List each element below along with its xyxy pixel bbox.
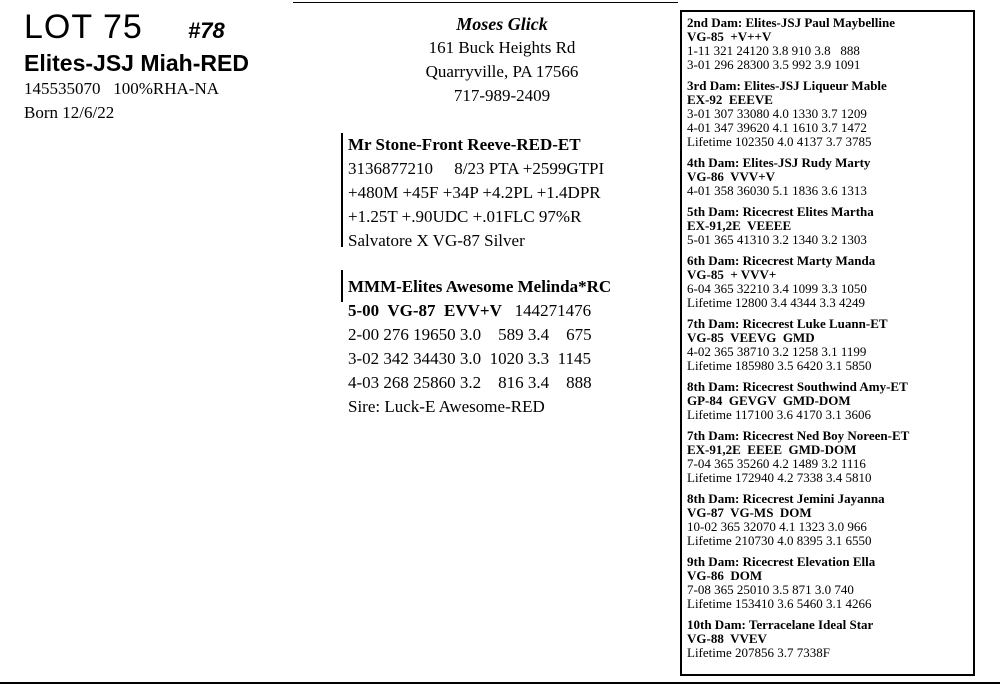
sire-detail-line: +480M +45F +34P +4.2PL +1.4DPR — [348, 183, 601, 202]
ancestor-entry — [687, 317, 909, 373]
ancestor-record: 4-02 365 38710 3.2 1258 3.1 1199 — [687, 344, 867, 359]
ancestor-record: Lifetime 210730 4.0 8395 3.1 6550 — [687, 533, 872, 548]
ancestor-classification: GP-84 GEVGV GMD-DOM — [687, 393, 851, 408]
ancestor-record: Lifetime 102350 4.0 4137 3.7 3785 — [687, 134, 872, 149]
dam-sire-line: Sire: Luck-E Awesome-RED — [348, 397, 545, 416]
ancestor-record: 3-01 296 28300 3.5 992 3.9 1091 — [687, 57, 861, 72]
ancestry-list — [687, 16, 909, 667]
top-divider-line — [293, 2, 678, 3]
ancestor-record: Lifetime 172940 4.2 7338 3.4 5810 — [687, 470, 872, 485]
ancestor-record: Lifetime 117100 3.6 4170 3.1 3606 — [687, 407, 872, 422]
ancestor-title: 10th Dam: Terracelane Ideal Star — [687, 617, 874, 632]
ancestor-entry — [687, 380, 909, 422]
sire-name: Mr Stone-Front Reeve-RED-ET — [348, 135, 581, 154]
ancestor-record: 4-01 347 39620 4.1 1610 3.7 1472 — [687, 120, 867, 135]
dam-block — [348, 275, 611, 419]
ancestor-entry — [687, 205, 909, 247]
ancestor-title: 3rd Dam: Elites-JSJ Liqueur Mable — [687, 78, 887, 93]
ancestor-record: Lifetime 12800 3.4 4344 3.3 4249 — [687, 295, 866, 310]
ancestor-title: 5th Dam: Ricecrest Elites Martha — [687, 204, 874, 219]
ancestor-classification: VG-85 VEEVG GMD — [687, 330, 815, 345]
animal-birth-date: Born 12/6/22 — [24, 103, 115, 122]
ancestry-box — [680, 10, 975, 676]
ancestor-entry — [687, 492, 909, 548]
ancestor-entry — [687, 618, 909, 660]
ancestor-record: 1-11 321 24120 3.8 910 3.8 888 — [687, 43, 860, 58]
ancestor-record: Lifetime 153410 3.6 5460 3.1 4266 — [687, 596, 872, 611]
ancestor-entry — [687, 156, 909, 198]
ancestor-classification: EX-91,2E VEEEE — [687, 218, 792, 233]
consignor-phone: 717-989-2409 — [453, 86, 551, 105]
ancestor-title: 7th Dam: Ricecrest Luke Luann-ET — [687, 316, 888, 331]
ancestor-record: 6-04 365 32210 3.4 1099 3.3 1050 — [687, 281, 867, 296]
ancestor-entry — [687, 16, 909, 72]
dam-registration: 144271476 — [501, 301, 592, 320]
animal-registration: 145535070 100%RHA-NA — [24, 79, 220, 98]
ancestor-classification: VG-88 VVEV — [687, 631, 767, 646]
ancestor-record: 10-02 365 32070 4.1 1323 3.0 966 — [687, 519, 867, 534]
ancestor-title: 8th Dam: Ricecrest Jemini Jayanna — [687, 491, 885, 506]
consignor-block — [360, 12, 644, 108]
sire-detail-line: +1.25T +.90UDC +.01FLC 97%R — [348, 207, 582, 226]
consignor-address-city: Quarryville, PA 17566 — [425, 62, 579, 81]
ancestor-classification: EX-91,2E EEEE GMD-DOM — [687, 442, 857, 457]
sire-detail-line: Salvatore X VG-87 Silver — [348, 231, 525, 250]
ancestor-record: 3-01 307 33080 4.0 1330 3.7 1209 — [687, 106, 867, 121]
ancestor-record: 7-04 365 35260 4.2 1489 3.2 1116 — [687, 456, 866, 471]
ancestor-title: 7th Dam: Ricecrest Ned Boy Noreen-ET — [687, 428, 910, 443]
sire-detail-line: 3136877210 8/23 PTA +2599GTPI — [348, 159, 605, 178]
lot-number: #78 — [188, 18, 225, 43]
dam-classification: 5-00 VG-87 EVV+V — [348, 301, 502, 320]
ancestor-entry — [687, 555, 909, 611]
dam-divider-line — [341, 270, 343, 302]
ancestor-entry — [687, 254, 909, 310]
ancestor-entry — [687, 79, 909, 149]
consignor-name: Moses Glick — [456, 14, 548, 34]
ancestor-classification: VG-86 DOM — [687, 568, 763, 583]
ancestor-classification: VG-85 +V++V — [687, 29, 772, 44]
sire-block — [348, 133, 604, 253]
ancestor-record: Lifetime 207856 3.7 7338F — [687, 645, 830, 660]
ancestor-title: 9th Dam: Ricecrest Elevation Ella — [687, 554, 876, 569]
consignor-address-street: 161 Buck Heights Rd — [428, 38, 576, 57]
ancestor-record: 4-01 358 36030 5.1 1836 3.6 1313 — [687, 183, 867, 198]
ancestor-record: 7-08 365 25010 3.5 871 3.0 740 — [687, 582, 854, 597]
ancestor-classification: VG-86 VVV+V — [687, 169, 776, 184]
ancestor-classification: VG-87 VG-MS DOM — [687, 505, 812, 520]
ancestor-entry — [687, 429, 909, 485]
ancestor-title: 4th Dam: Elites-JSJ Rudy Marty — [687, 155, 871, 170]
ancestor-classification: VG-85 + VVV+ — [687, 267, 777, 282]
dam-name: MMM-Elites Awesome Melinda*RC — [348, 277, 612, 296]
ancestor-classification: EX-92 EEEVE — [687, 92, 773, 107]
animal-name: Elites-JSJ Miah-RED — [24, 50, 249, 76]
dam-classification-line — [348, 299, 611, 323]
dam-record: 3-02 342 34430 3.0 1020 3.3 1145 — [348, 349, 592, 368]
sire-divider-line — [341, 133, 343, 247]
lot-title: LOT 75 — [24, 8, 143, 46]
ancestor-title: 6th Dam: Ricecrest Marty Manda — [687, 253, 876, 268]
ancestor-record: 5-01 365 41310 3.2 1340 3.2 1303 — [687, 232, 867, 247]
ancestor-title: 2nd Dam: Elites-JSJ Paul Maybelline — [687, 15, 896, 30]
ancestor-record: Lifetime 185980 3.5 6420 3.1 5850 — [687, 358, 872, 373]
ancestor-title: 8th Dam: Ricecrest Southwind Amy-ET — [687, 379, 908, 394]
dam-record: 4-03 268 25860 3.2 816 3.4 888 — [348, 373, 592, 392]
dam-record: 2-00 276 19650 3.0 589 3.4 675 — [348, 325, 592, 344]
